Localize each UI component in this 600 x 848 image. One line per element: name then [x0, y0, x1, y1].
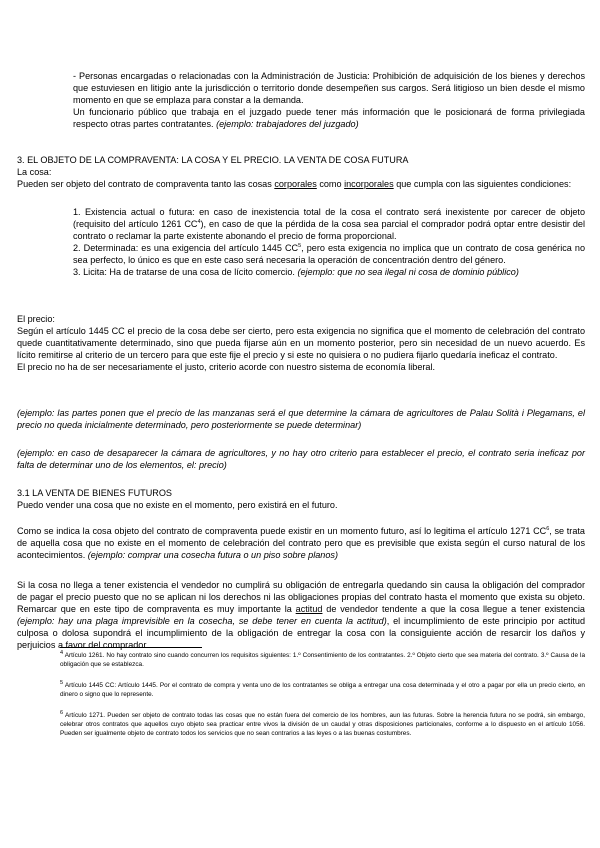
- para1-text-a: Como se indica la cosa objeto del contrato de compraventa puede existir en un momento futuro, así lo legitima el artículo 1271 CC: [17, 526, 547, 536]
- intro-block: [73, 70, 585, 130]
- para2-text-b: de vendedor tendente a que la cosa llegue a tener existencia: [326, 604, 585, 615]
- footnote-4: [60, 651, 585, 669]
- requirement-1: [73, 206, 585, 242]
- para2-term-actitud: actitud: [295, 604, 323, 615]
- section-31-paragraph-1: [17, 525, 585, 561]
- footnote-ref-5: 5: [298, 243, 302, 250]
- cosa-text-3: que cumpla con las siguientes condiciones:: [396, 179, 572, 190]
- footnote-6-text: Artículo 1271. Pueden ser objeto de contrato todas las cosas que no están fuera del comercio de los hombres, aun las futuras. Sobre la herencia futura no se podrá, sin embargo, celebrar otros contratos que aquellos cuyo objeto sea practicar entre vivos la división de un caudal y otras disposiciones particionales, conforme a lo dispuesto en el artículo 1056. Pueden ser igualmente objeto de contrato todos los servicios que no sean contrarios a las leyes o a las buenas costumbres.: [60, 712, 585, 737]
- footnote-5-text: Artículo 1445 CC: Artículo 1445. Por el contrato de compra y venta uno de los contratantes se obliga a entregar una cosa determinada y el otro a pagar por ella un precio cierto, en dinero o signo que lo represente.: [60, 682, 585, 698]
- para2-example: (ejemplo: hay una plaga imprevisible en la cosecha, se debe tener en cuenta la actitud): [17, 616, 387, 627]
- requirement-3-example: (ejemplo: que no sea ilegal ni cosa de dominio público): [297, 267, 519, 278]
- footnote-ref-6: 6: [546, 525, 550, 532]
- section-3-heading-block: [17, 154, 585, 190]
- section-31-heading: 3.1 LA VENTA DE BIENES FUTUROS: [17, 488, 172, 498]
- footnote-ref-4: 4: [197, 219, 201, 226]
- section-31-intro: Puedo vender una cosa que no existe en el momento, pero existirá en el futuro.: [17, 500, 338, 511]
- subheading-precio: El precio:: [17, 314, 55, 324]
- footnote-5-number: 5: [60, 679, 64, 686]
- section-3-heading: 3. EL OBJETO DE LA COMPRAVENTA: LA COSA Y EL PRECIO. LA VENTA DE COSA FUTURA: [17, 155, 409, 165]
- precio-paragraph-1: Según el artículo 1445 CC el precio de la cosa debe ser cierto, pero esta exigencia no significa que el momento de celebración del contrato quede cuantitativamente determinado, sino que pueda fijarse aún en un momento posterior, pero sin necesidad de un nuevo acuerdo. Es lícito remitirse al criterio de un tercero para que este fije el precio y si este no quisiera o no pudiera fijarlo quedaría ineficaz el contrato.: [17, 326, 585, 361]
- intro-bullet: - Personas encargadas o relacionadas con la Administración de Justicia: Prohibición de adquisición de los bienes y derechos que estuviesen en litigio ante la jurisdicción o territorio donde desempeñen sus cargos. Será litigioso un bien desde el mismo momento en que se emplaza para constar a la demanda.: [73, 71, 585, 106]
- footnote-6: [60, 711, 585, 738]
- precio-block: [17, 313, 585, 373]
- para2-text-a: Si la cosa no llega a tener existencia el vendedor no cumplirá su obligación de entregarla quedando sin causa la obligación del comprador de pagar el precio puesto que no se aplican ni los derechos ni las obligaciones propias del contrato hasta el momento que exista su objeto. Remarcar que en este tipo de compraventa es muy importante la: [17, 580, 585, 615]
- intro-detail: [73, 106, 585, 130]
- requirement-1-text-b: ), en caso de que la pérdida de la cosa sea parcial el comprador podrá optar entre desistir del contrato o reclamar la parte existente abonando el precio de forma proporcional.: [73, 219, 586, 242]
- footnote-6-number: 6: [60, 709, 64, 716]
- requirement-3: [73, 266, 585, 278]
- footnote-5: [60, 681, 585, 699]
- cosa-term-incorporales: incorporales: [344, 179, 394, 190]
- para2-text-c: , el incumplimiento de este principio por actitud culposa o dolosa supondrá el incumplimiento de la obligación de entregar la cosa con la consiguiente acción de resarcir los daños y perjuicios a favor del comprador.: [17, 616, 585, 651]
- intro-detail-text: Un funcionario público que trabaja en el juzgado puede tener más información que le posicionará de forma privilegiada respecto otras partes contratantes.: [73, 107, 585, 130]
- cosa-paragraph: [17, 178, 585, 190]
- para1-text-b: , se trata de aquella cosa que no existe en el momento de celebración del contrato pero que es previsible que exista según el curso natural de los acontecimientos.: [17, 526, 585, 561]
- requirement-2-text-a: 2. Determinada: es una exigencia del artículo 1445 CC: [73, 243, 299, 254]
- section-31-block: [17, 487, 585, 511]
- cosa-text-1: Pueden ser objeto del contrato de compraventa tanto las cosas: [17, 179, 272, 190]
- subheading-cosa: La cosa:: [17, 167, 52, 178]
- footnote-4-number: 4: [60, 649, 64, 656]
- intro-example: (ejemplo: trabajadores del juzgado): [216, 119, 359, 130]
- para1-example: (ejemplo: comprar una cosecha futura o un piso sobre planos): [87, 550, 338, 561]
- requirement-3-text: 3. Licita: Ha de tratarse de una cosa de lícito comercio.: [73, 267, 295, 278]
- requirement-1-text-a: 1. Existencia actual o futura: en caso de inexistencia total de la cosa el contrato será inexistente por carecer de objeto (requisito del artículo 1261 CC: [73, 207, 585, 230]
- cosa-text-2: como: [319, 179, 342, 190]
- requirement-2: [73, 242, 585, 266]
- requirement-2-text-b: , pero esta exigencia no implica que un contrato de cosa genérica no sea perfecto, lo único es que en este caso será necesaria la operación de concentración dentro del género.: [73, 243, 585, 266]
- requirements-list: [73, 206, 585, 279]
- precio-example-a: (ejemplo: las partes ponen que el precio de las manzanas será el que determine la cámara de agricultores de Palau Solità i Plegamans, el precio no queda inicialmente determinado, pero posteriormente se puede determinar): [17, 408, 585, 431]
- precio-paragraph-2: El precio no ha de ser necesariamente el justo, criterio acorde con nuestro sistema de economía liberal.: [17, 362, 436, 373]
- footnote-separator: [60, 647, 202, 648]
- section-31-paragraph-2: [17, 579, 585, 652]
- cosa-term-corporales: corporales: [274, 179, 317, 190]
- footnote-4-text: Artículo 1261. No hay contrato sino cuando concurren los requisitos siguientes: 1.º Consentimiento de los contratantes. 2.º Objeto cierto que sea materia del contrato. 3.º Causa de la obligación que se establezca.: [60, 652, 585, 668]
- precio-example-b: (ejemplo: en caso de desaparecer la cámara de agricultores, y no hay otro criterio para establecer el precio, el contrato seria ineficaz por falta de determinar uno de los elementos, el: precio): [17, 448, 585, 471]
